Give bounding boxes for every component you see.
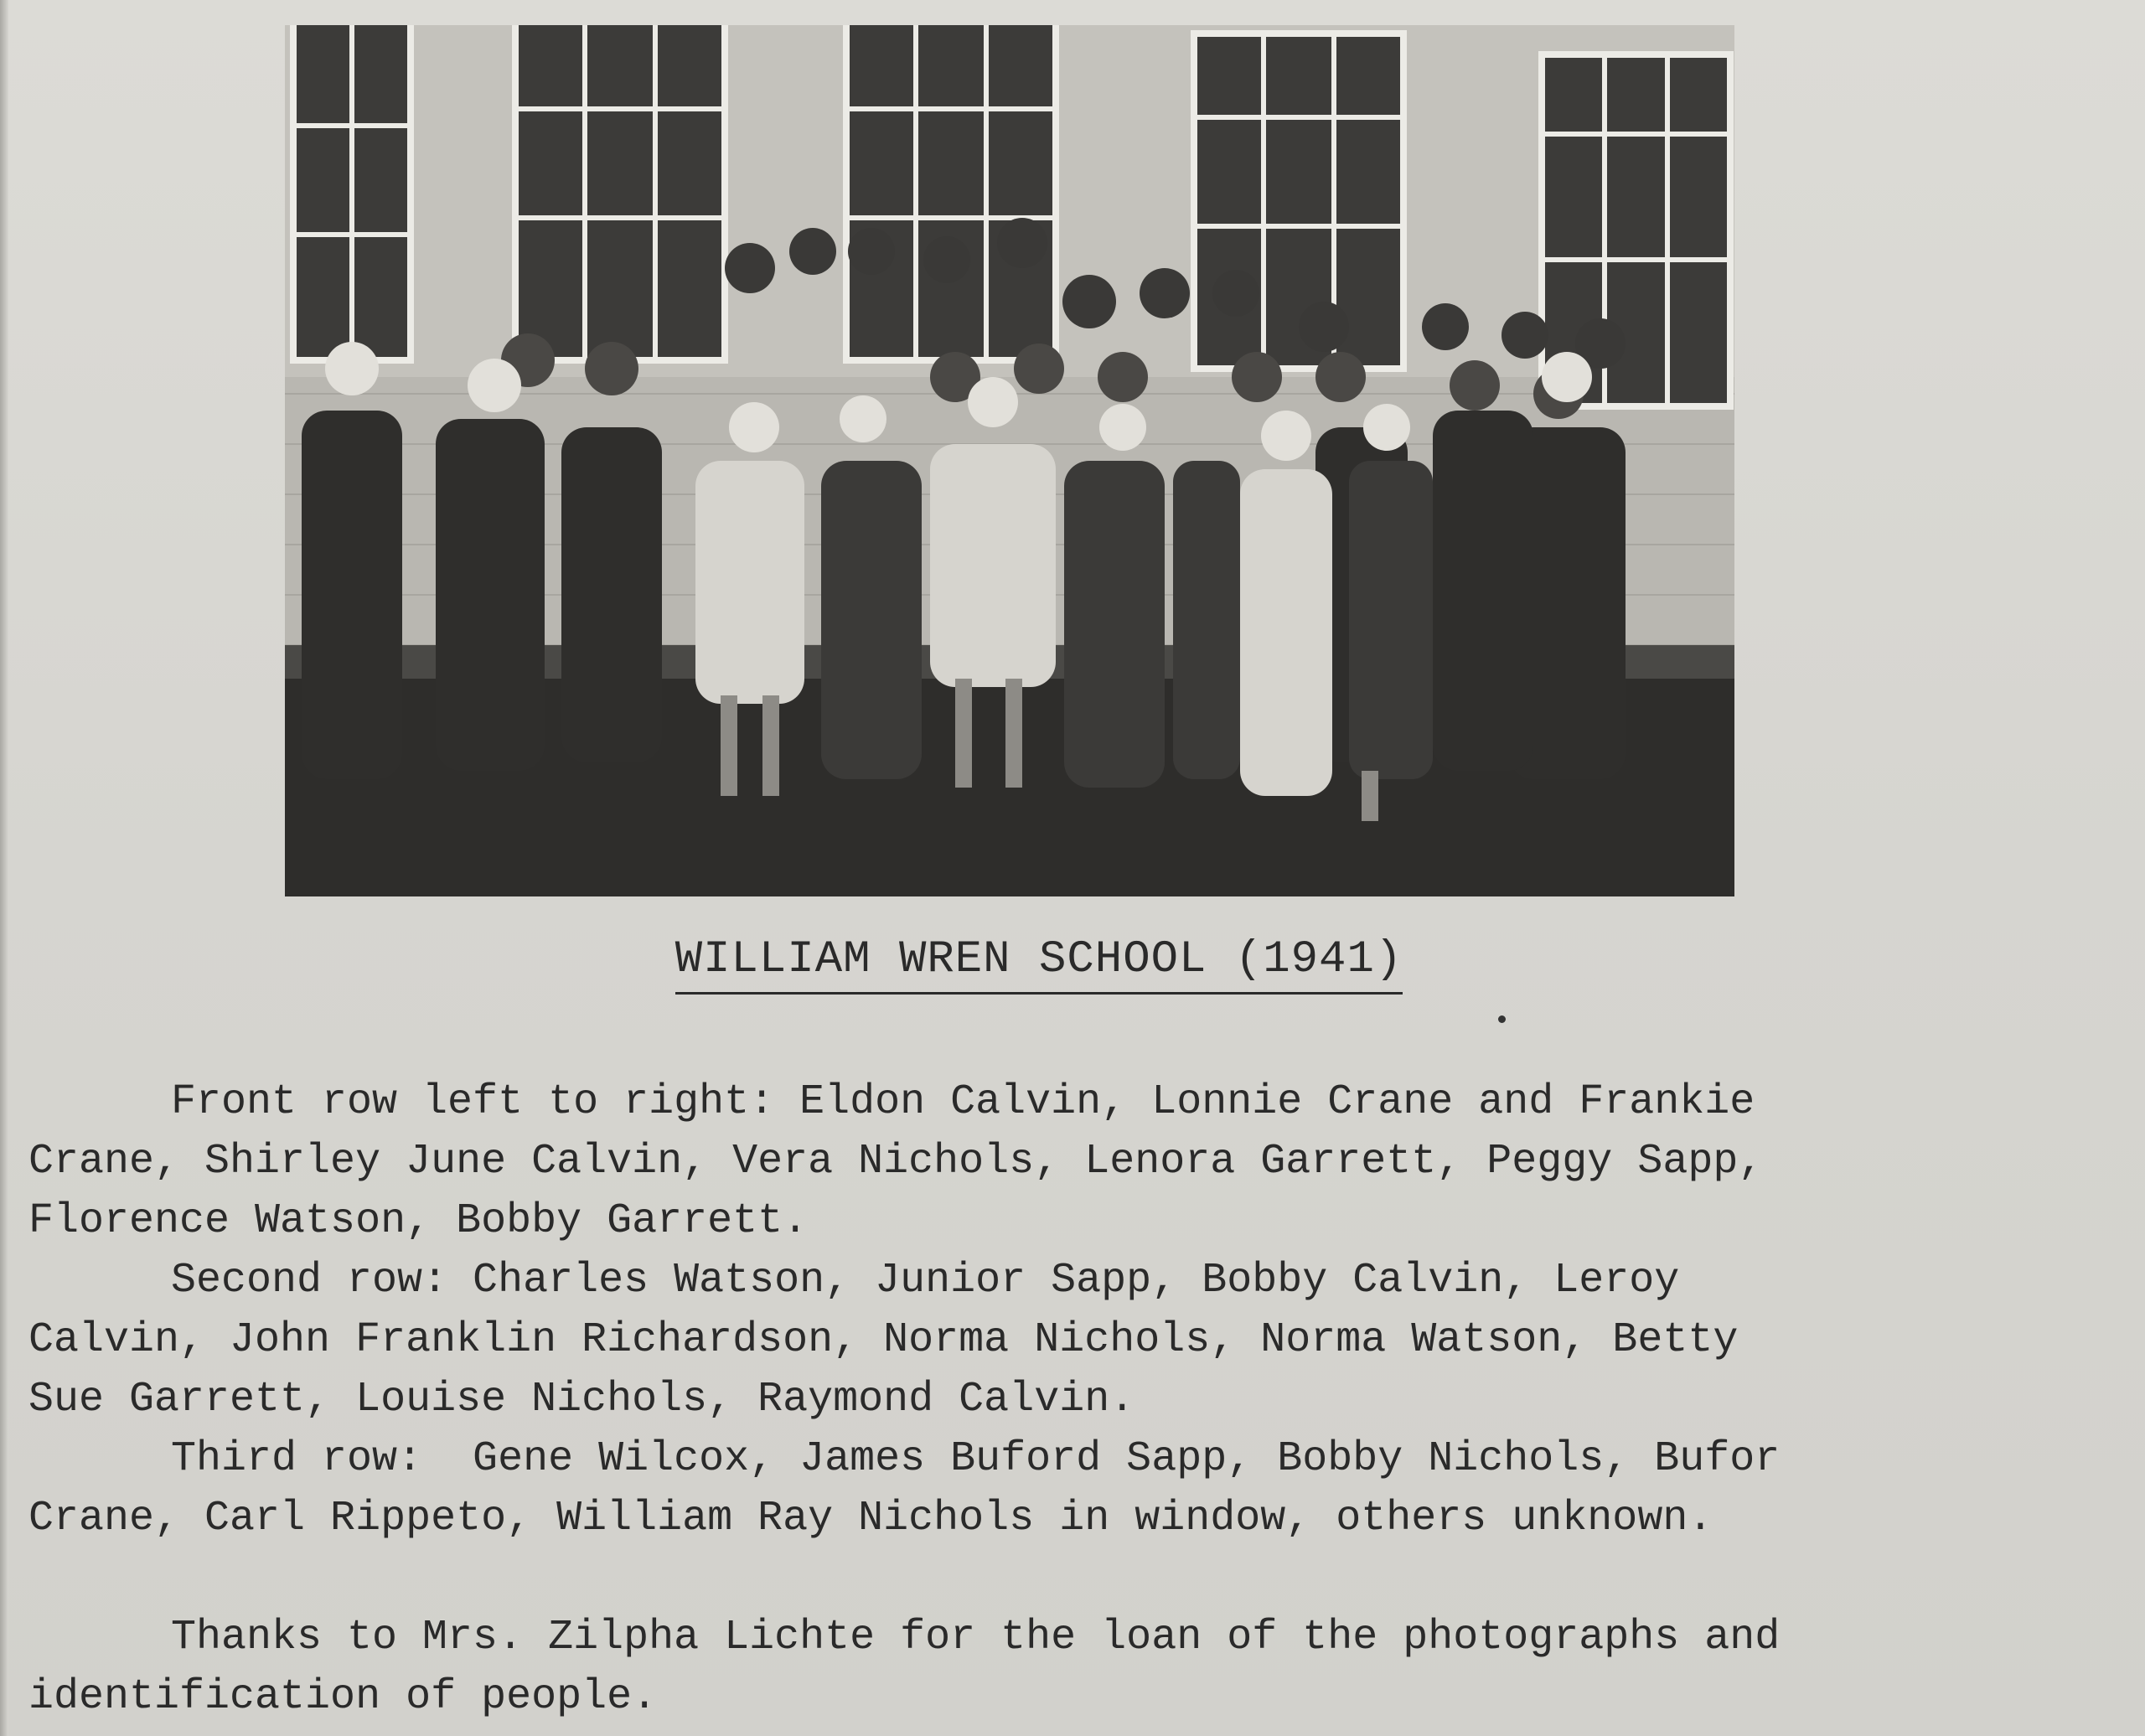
second-row-line-1: Second row: Charles Watson, Junior Sapp, Bobby Calvin, Leroy xyxy=(171,1257,1680,1305)
front-row-line-2: Crane, Shirley June Calvin, Vera Nichols, Lenora Garrett, Peggy Sapp, xyxy=(28,1138,1764,1186)
caption-text: WILLIAM WREN SCHOOL (1941) xyxy=(675,934,1403,995)
second-row-line-2: Calvin, John Franklin Richardson, Norma Nichols, Norma Watson, Betty xyxy=(28,1316,1739,1364)
front-row-line-3: Florence Watson, Bobby Garrett. xyxy=(28,1197,809,1245)
ink-dot xyxy=(1498,1015,1506,1023)
third-row-line-1: Third row: Gene Wilcox, James Buford Sapp, Bobby Nichols, Bufor xyxy=(171,1435,1781,1483)
thanks-line-1: Thanks to Mrs. Zilpha Lichte for the loan of the photographs and xyxy=(171,1614,1781,1661)
identification-text xyxy=(28,1072,2073,1727)
front-row-line-1: Front row left to right: Eldon Calvin, Lonnie Crane and Frankie xyxy=(171,1078,1755,1126)
page-edge xyxy=(0,0,8,1736)
third-row-line-2: Crane, Carl Rippeto, William Ray Nichols in window, others unknown. xyxy=(28,1495,1713,1542)
second-row-line-3: Sue Garrett, Louise Nichols, Raymond Calvin. xyxy=(28,1376,1135,1423)
paragraph-gap xyxy=(28,1548,2073,1608)
thanks-line-2: identification of people. xyxy=(28,1673,658,1721)
photo-caption xyxy=(0,934,2078,985)
school-group-photograph xyxy=(285,25,1734,896)
